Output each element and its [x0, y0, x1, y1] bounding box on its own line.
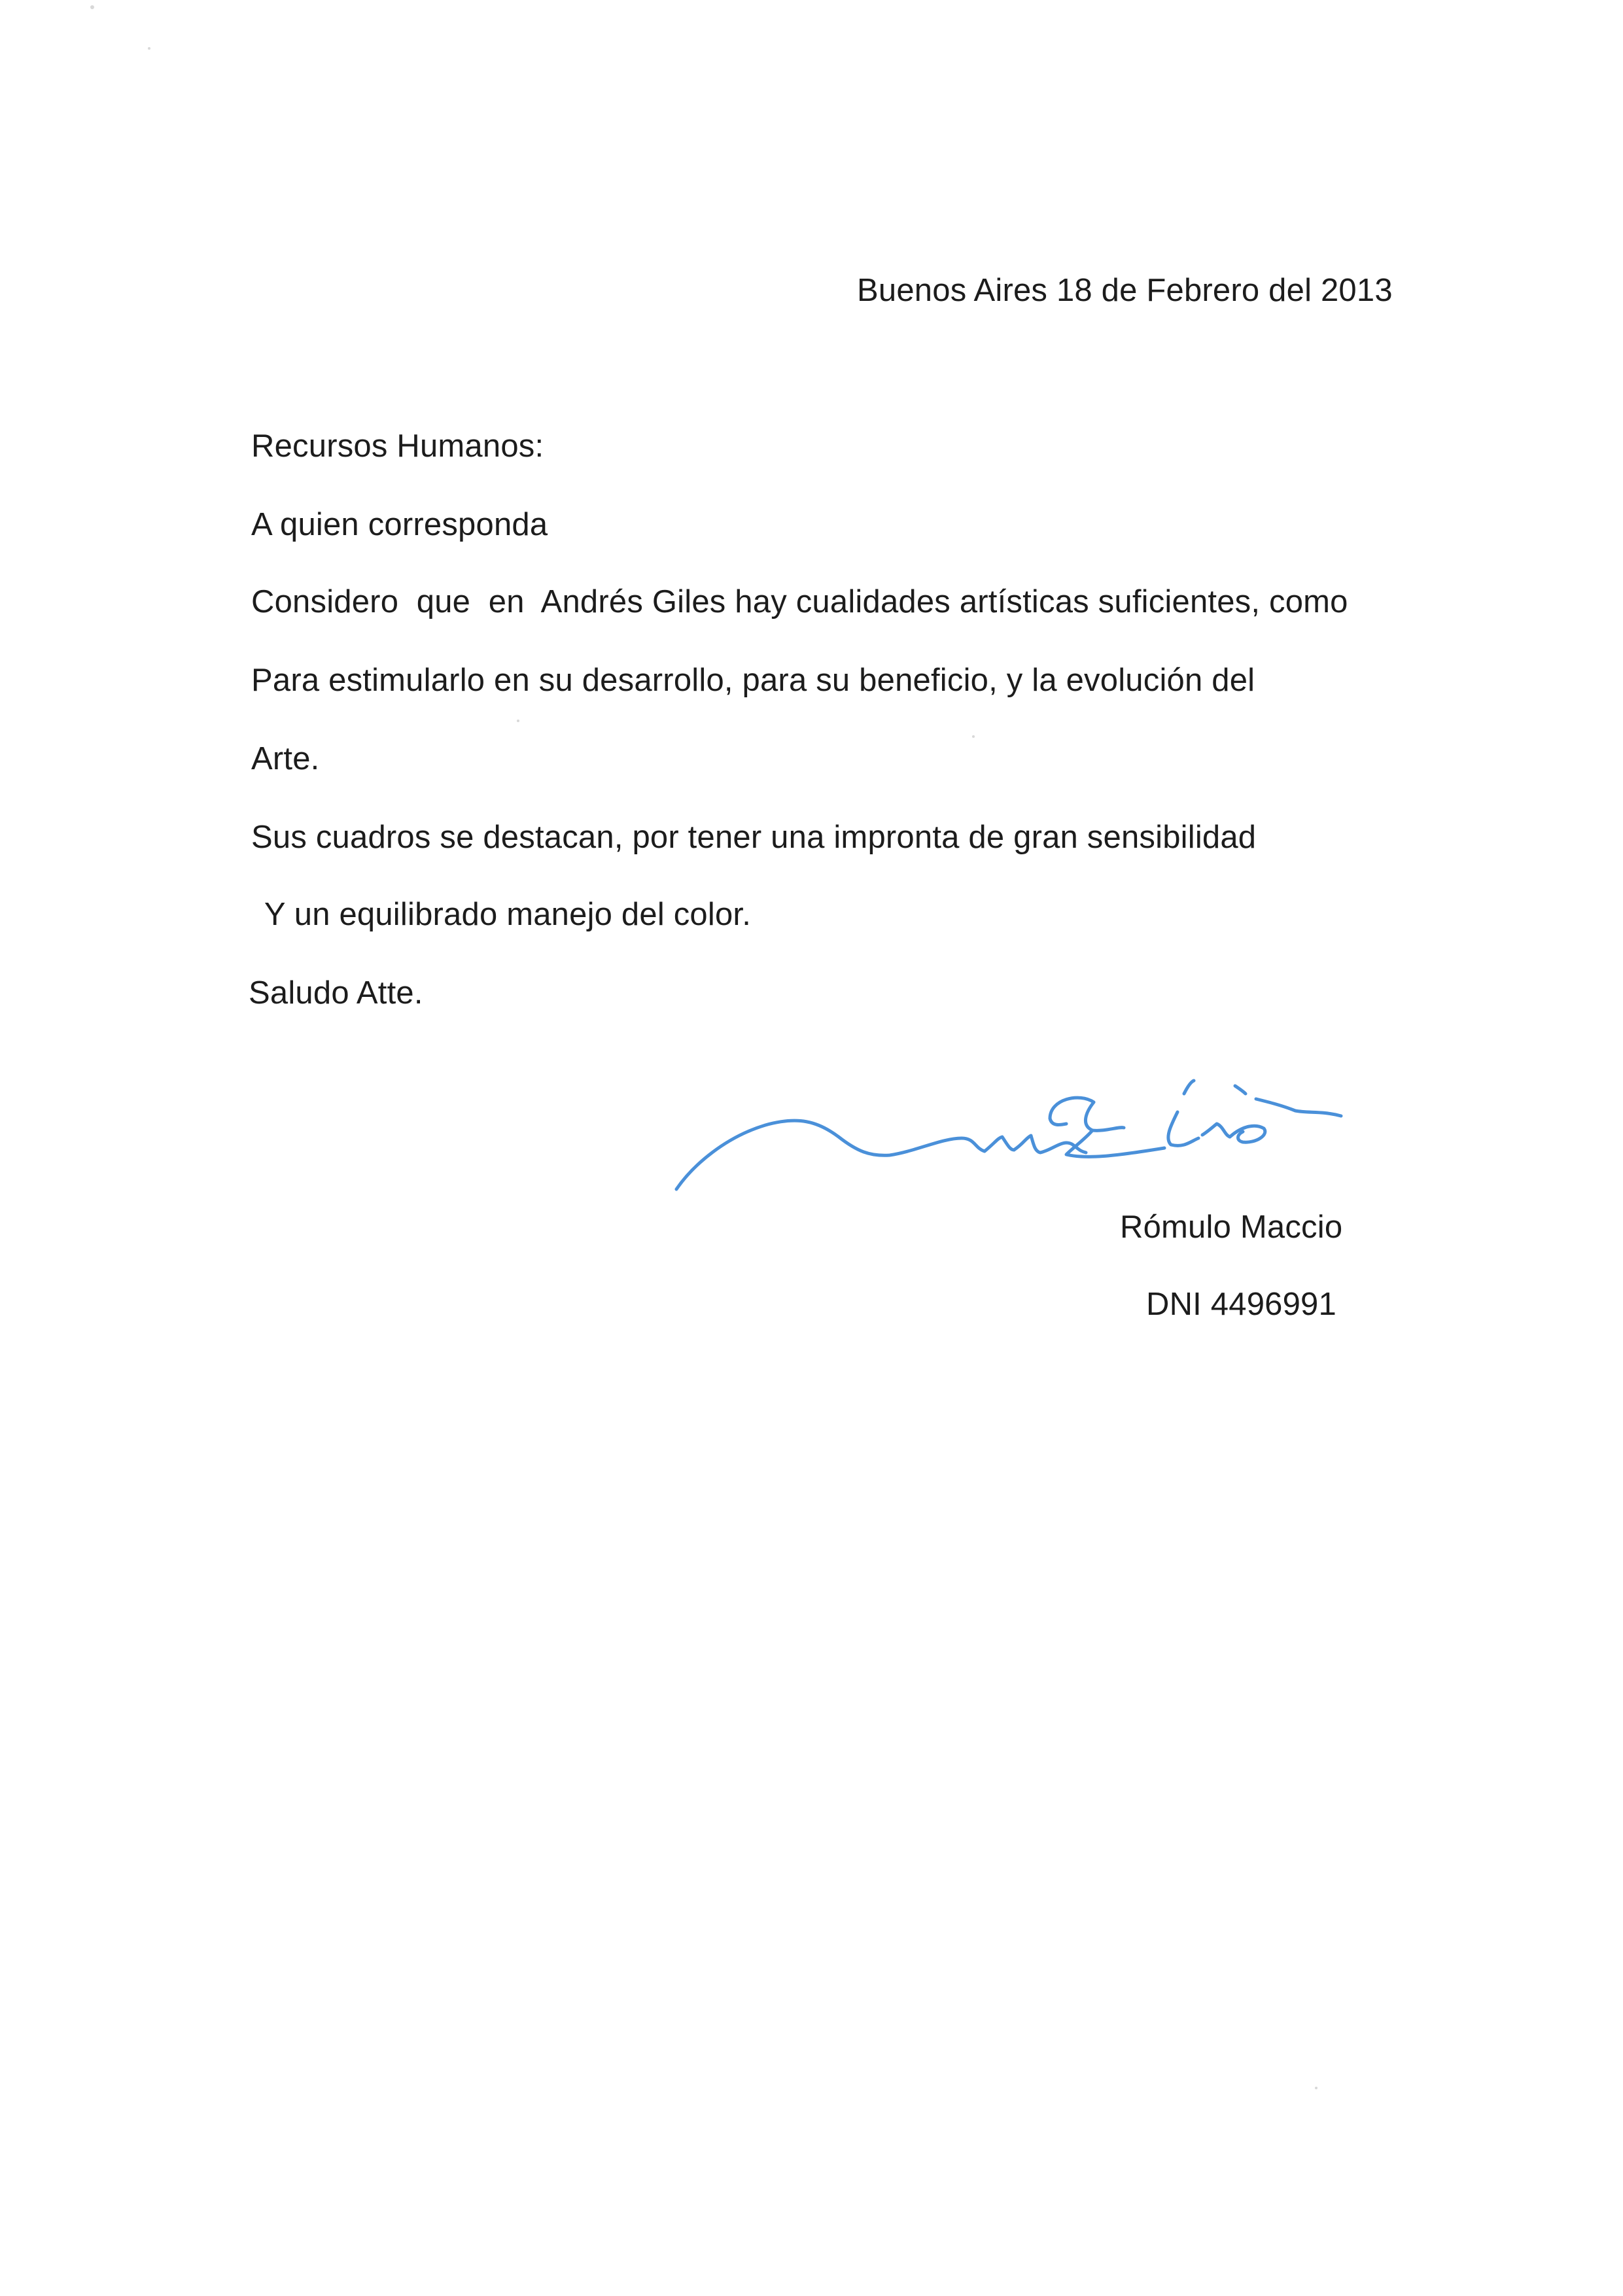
signer-name: Rómulo Maccio — [1120, 1209, 1343, 1245]
body-line: Para estimularlo en su desarrollo, para su beneficio, y la evolución del — [251, 663, 1255, 698]
scan-speck — [972, 735, 975, 738]
signer-id: DNI 4496991 — [1146, 1287, 1336, 1322]
salutation-line: A quien corresponda — [251, 507, 548, 542]
scan-speck — [517, 720, 519, 722]
body-line: Arte. — [251, 741, 320, 776]
scan-speck — [1315, 2087, 1318, 2089]
scan-speck — [148, 47, 150, 50]
body-line: Sus cuadros se destacan, por tener una impronta de gran sensibilidad — [251, 820, 1257, 855]
closing-line: Saludo Atte. — [249, 975, 423, 1011]
place-and-date: Buenos Aires 18 de Febrero del 2013 — [857, 273, 1393, 308]
body-line: Considero que en Andrés Giles hay cualidades artísticas suficientes, como — [251, 584, 1348, 619]
body-line: Y un equilibrado manejo del color. — [256, 897, 752, 932]
recipient-line: Recursos Humanos: — [251, 428, 544, 464]
scan-speck — [90, 5, 94, 9]
handwritten-signature — [667, 1040, 1400, 1204]
